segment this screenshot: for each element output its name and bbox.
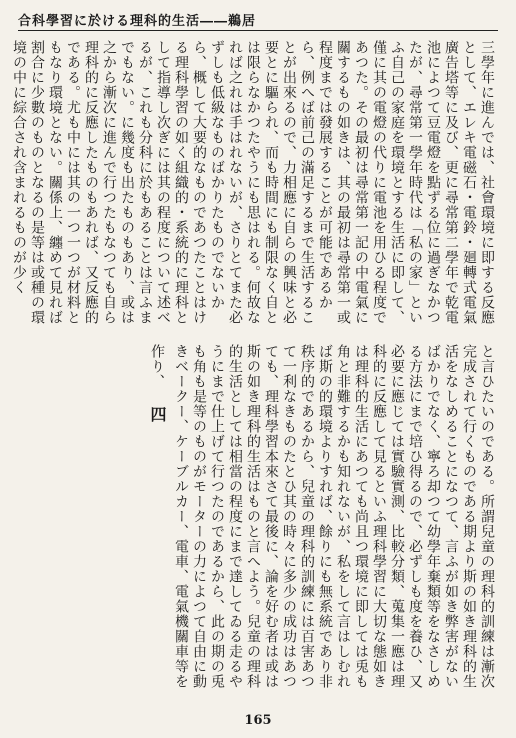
body-text-upper [11, 40, 496, 332]
lower-paragraphs: と言ひたいのである。所謂兒童の理科的訓練は漸次完成されて行くものである期より斯の如き理科的生活をなしめることになつて、言ふが如き弊害がないばかりでなく、寧ろ却つて幼學年棄類等をなさしめる方法にまで培ひ得るので、必ずしも度を養ひ、又必要に應じては實驗實測、比較分類、蒐集一應は理科的に反應して見るといふ理科學習に大切な態如きは理科的生活にあつても尚且つ環境に即しては兎も角と非難するかも知れないが、私をして言はしむれば斯の的環境よりすれば、餘りにも無系統であり非秩序的であるから、兒童の理科的訓練には百害あつて一利なきものたとひ其の時々に多少の成功はあつても、理科學習本來さて最後に、論を好む者は或は斯の如き理科的生活はものと言へよう。兒童の理科的生活としては相當の程度にまで達してゐる走るやうにまで仕上げて行つたのであるから、此の期の兎も角も是等のものがモーターの力によつて自由に動きベークー、ケーブルカー、電車、電氣機關車等を作り、 [149, 344, 495, 689]
body-text-lower [18, 344, 496, 696]
running-header: 合科學習に於ける理科的生活――鵜居 [18, 14, 257, 29]
page-number: 165 [244, 713, 272, 728]
upper-paragraphs: 三學年に進んでは、社會環境に即する反應として、エレキ電磁石・電鈴・廻轉式電氣廣告塔等に及び、更に尋常第二學年で乾電池によつて豆電燈を點ずる位に過ぎなかつたが、尋常第一學年時代は「私の家」といふ自己の家庭を環境とする生活に即して、僅に其の電燈の代りに電池を用ひる程度であつた。その最初は尋常第一記の中電氣に關するもの如きは、其の最初は尋常第一或程度までは發展することが可能であるから、例へば前己の滿足するまで生活することが出來るので、力相應に自らの興味と必要とに驅られ、而も時間にも制限なく自とは限らなかつたやうにも思はれる。何故なれば之れは手はれないが、さりとてまた必ずしも低級なものばかりたものでないから、概して大要的なものであつたことはける理科學習の如く組織的・系統的に理科として指導し次ぎには其の程度について述べるが、これも分科に於もあることは言ふまでもない。に幾度も出たものもあり、或は之から漸次に進んで行つたもなつても自ら理科的に反應したものもあれば、又反應的である。尤も中には其の一つ一つが材料ともなり環境とない。關係上、纏めて見れば割合に少數のものとなるの是等は或種の環境の中に綜合され含まれるものが少く [11, 40, 495, 325]
header-rule [18, 30, 498, 31]
section-number: 四 [148, 406, 167, 423]
